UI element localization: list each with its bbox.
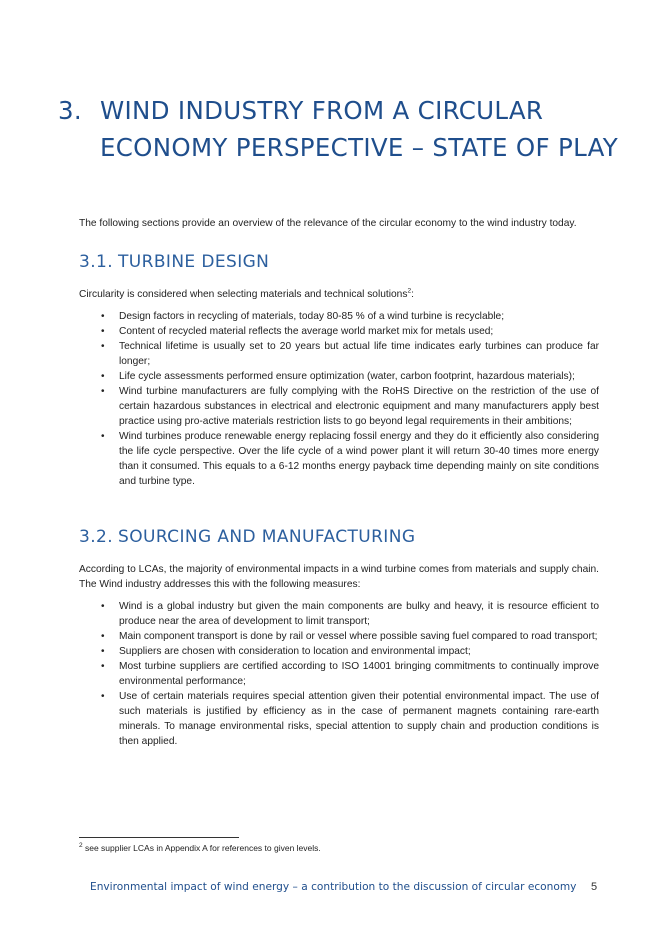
list-item-text: Technical lifetime is usually set to 20 years but actual life time indicates early turbines can produce far longer; <box>119 341 599 367</box>
bullet-icon: • <box>101 601 105 612</box>
footer-title: Environmental impact of wind energy – a contribution to the discussion of circular economy <box>90 881 577 893</box>
bullet-icon: • <box>101 326 105 337</box>
turbine-design-list <box>79 309 599 489</box>
list-item <box>79 599 599 629</box>
list-item-text: Most turbine suppliers are certified according to ISO 14001 bringing commitments to continually improve environmental performance; <box>119 661 599 687</box>
bullet-icon: • <box>101 371 105 382</box>
list-item-text: Content of recycled material reflects the average world market mix for metals used; <box>119 326 494 337</box>
footnote-text: see supplier LCAs in Appendix A for references to given levels. <box>82 843 321 853</box>
list-item-text: Design factors in recycling of materials, today 80-85 % of a wind turbine is recyclable; <box>119 311 505 322</box>
sourcing-list <box>79 599 599 749</box>
list-item <box>79 429 599 489</box>
footnote-mark: 2 <box>79 842 83 850</box>
section-heading-sourcing <box>79 527 415 547</box>
bullet-icon: • <box>101 646 105 657</box>
list-item-text: Suppliers are chosen with consideration to location and environmental impact; <box>119 646 471 657</box>
bullet-icon: • <box>101 661 105 672</box>
list-item-text: Wind turbine manufacturers are fully complying with the RoHS Directive on the restriction of the use of certain hazardous substances in electrical and electronic equipment and many manufacturers apply best practice using pro-active materials restriction lists to go beyond legal requirements in their ambitions; <box>119 386 599 427</box>
section1-lead-text: Circularity is considered when selecting materials and technical solutions <box>79 289 408 300</box>
chapter-title: WIND INDUSTRY FROM A CIRCULAR ECONOMY PERSPECTIVE – STATE OF PLAY <box>100 96 619 162</box>
bullet-icon: • <box>101 341 105 352</box>
section-heading-turbine-design <box>79 252 269 272</box>
section-title: TURBINE DESIGN <box>118 252 270 272</box>
list-item <box>79 324 599 339</box>
chapter-number: 3. <box>58 96 82 125</box>
list-item <box>79 659 599 689</box>
list-item <box>79 369 599 384</box>
list-item <box>79 644 599 659</box>
list-item <box>79 689 599 749</box>
list-item <box>79 384 599 429</box>
page-number: 5 <box>591 881 598 893</box>
list-item <box>79 309 599 324</box>
list-item-text: Use of certain materials requires special attention given their potential environmental impact. The use of such materials is justified by efficiency as in the case of permanent magnets containing rare-earth minerals. To manage environmental risks, special attention to supply chain and production conditions is then applied. <box>119 691 599 747</box>
bullet-icon: • <box>101 631 105 642</box>
footnote-ref: 2 <box>407 287 412 295</box>
section-title: SOURCING AND MANUFACTURING <box>118 527 416 547</box>
footnote <box>79 843 321 853</box>
list-item-text: Life cycle assessments performed ensure optimization (water, carbon footprint, hazardous materials); <box>119 371 575 382</box>
section2-lead: According to LCAs, the majority of environmental impacts in a wind turbine comes from materials and supply chain. The Wind industry addresses this with the following measures: <box>79 564 599 590</box>
list-item-text: Wind turbines produce renewable energy replacing fossil energy and they do it efficiently also considering the life cycle perspective. Over the life cycle of a wind power plant it will return 30-40 times more energy than it consumed. This equals to a 6-12 months energy payback time depending mainly on site conditions and turbine type. <box>119 431 599 487</box>
chapter-heading <box>58 92 619 166</box>
bullet-icon: • <box>101 311 105 322</box>
list-item-text: Main component transport is done by rail or vessel where possible saving fuel compared to road transport; <box>119 631 598 642</box>
list-item <box>79 629 599 644</box>
footnote-divider <box>79 837 239 838</box>
intro-paragraph: The following sections provide an overview of the relevance of the circular economy to the wind industry today. <box>79 218 577 229</box>
list-item-text: Wind is a global industry but given the main components are bulky and heavy, it is resource efficient to produce near the area of development to limit transport; <box>119 601 599 627</box>
bullet-icon: • <box>101 386 105 397</box>
section-number: 3.2. <box>79 527 114 547</box>
bullet-icon: • <box>101 691 105 702</box>
list-item <box>79 339 599 369</box>
section1-lead-end: : <box>411 289 414 300</box>
section1-lead <box>79 287 599 302</box>
bullet-icon: • <box>101 431 105 442</box>
section-number: 3.1. <box>79 252 114 272</box>
